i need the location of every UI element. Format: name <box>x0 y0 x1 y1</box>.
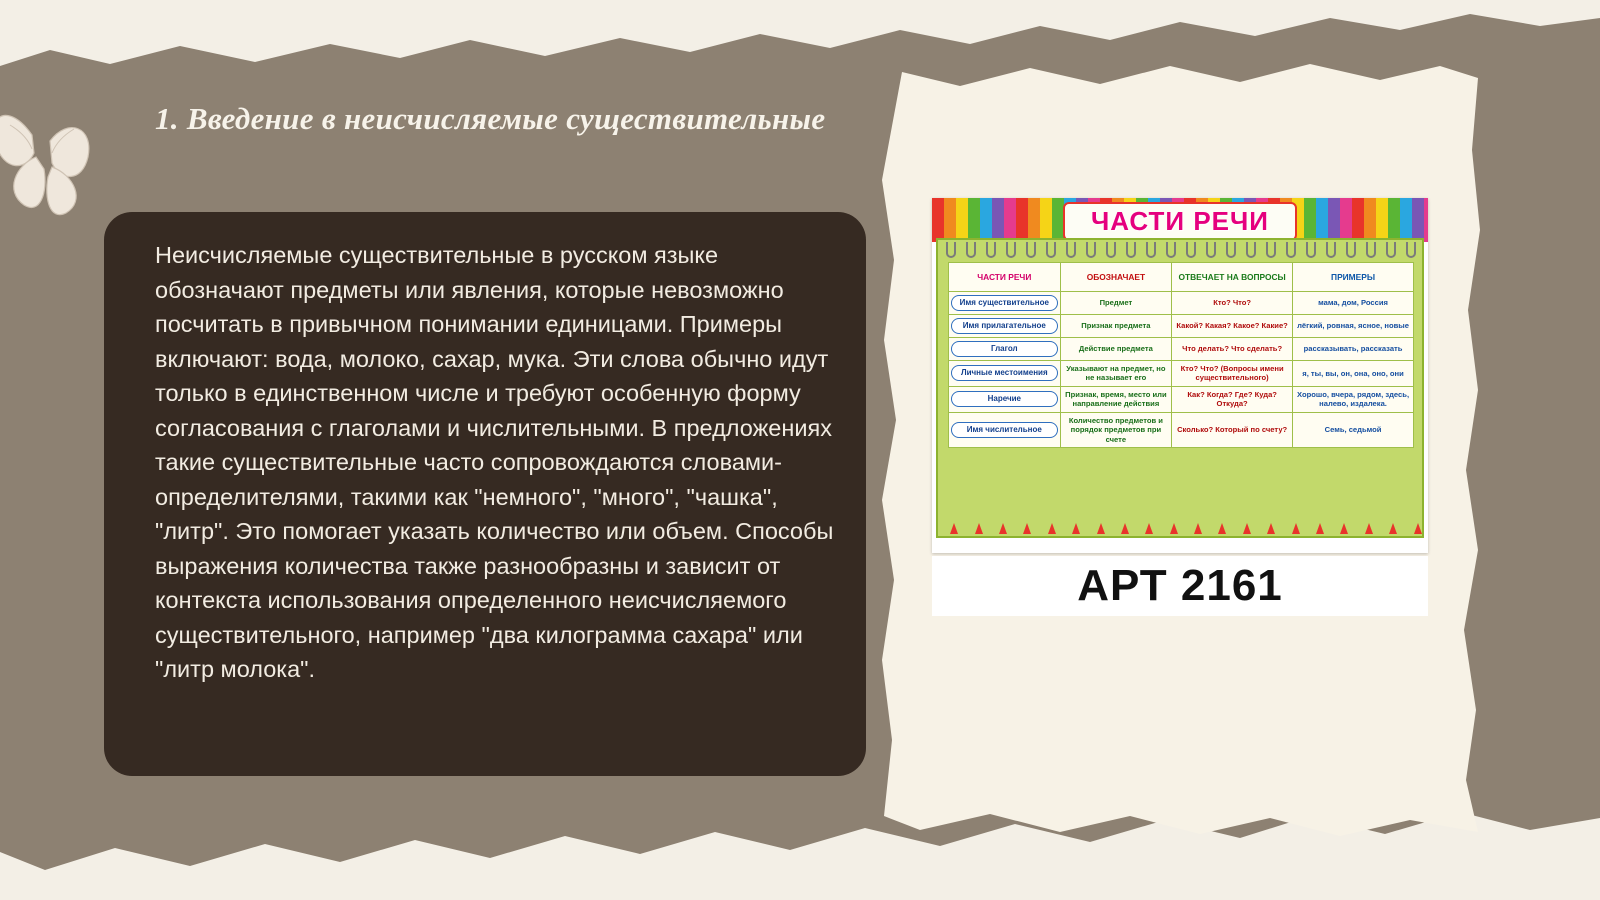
spiral-binding-icon <box>946 242 1416 260</box>
body-paragraph: Неисчисляемые существительные в русском языке обозначают предметы или явления, которые невозможно посчитать в привычном понимании единицами. Примеры включают: вода, молоко, сахар, мука. Эти слова обычно идут только в единственном числе и требуют особенную форму согласования с глаголами и числительными. В предложениях такие существительные часто сопровождаются словами-определителями, такими как "немного", "много", "чашка", "литр". Это помогает указать количество или объем. Способы выражения количества также разнообразны и зависит от контекста использования определенного неисчисляемого существительного, например "два килограмма сахара" или "литр молока". <box>155 242 840 683</box>
cell-examples: лёгкий, ровная, ясное, новые <box>1293 315 1414 338</box>
table-row <box>949 292 1414 315</box>
cell-examples: Семь, седьмой <box>1293 412 1414 447</box>
cell-meaning: Признак, время, место или направление действия <box>1060 386 1172 412</box>
poster-body <box>936 238 1424 538</box>
cell-part-of-speech <box>949 292 1061 315</box>
poster-title: ЧАСТИ РЕЧИ <box>1063 202 1297 241</box>
cell-part-of-speech <box>949 315 1061 338</box>
cell-questions: Какой? Какая? Какое? Какие? <box>1172 315 1293 338</box>
part-of-speech-pill: Глагол <box>951 341 1058 357</box>
pencil-tips-decoration <box>942 520 1430 534</box>
cell-questions: Что делать? Что сделать? <box>1172 338 1293 361</box>
table-row <box>949 361 1414 387</box>
cell-part-of-speech <box>949 412 1061 447</box>
poster-title-wrap <box>932 202 1428 241</box>
cell-meaning: Предмет <box>1060 292 1172 315</box>
cell-meaning: Действие предмета <box>1060 338 1172 361</box>
cell-meaning: Количество предметов и порядок предметов при счете <box>1060 412 1172 447</box>
table-header-row <box>949 263 1414 292</box>
part-of-speech-pill: Имя существительное <box>951 295 1058 311</box>
cell-questions: Кто? Что? <box>1172 292 1293 315</box>
article-code: АРТ 2161 <box>932 556 1428 616</box>
page-title: 1. Введение в неисчисляемые существительные <box>155 101 826 136</box>
cell-part-of-speech <box>949 386 1061 412</box>
table-row <box>949 315 1414 338</box>
column-header-questions: ОТВЕЧАЕТ НА ВОПРОСЫ <box>1172 263 1293 292</box>
column-header-examples: ПРИМЕРЫ <box>1293 263 1414 292</box>
torn-paper-top-edge <box>0 0 1600 70</box>
table-row <box>949 386 1414 412</box>
column-header-parts: ЧАСТИ РЕЧИ <box>949 263 1061 292</box>
cell-questions: Как? Когда? Где? Куда? Откуда? <box>1172 386 1293 412</box>
cell-examples: Хорошо, вчера, рядом, здесь, налево, издалека. <box>1293 386 1414 412</box>
parts-of-speech-table <box>948 262 1414 448</box>
cell-examples: рассказывать, рассказать <box>1293 338 1414 361</box>
cell-meaning: Признак предмета <box>1060 315 1172 338</box>
cell-questions: Сколько? Который по счету? <box>1172 412 1293 447</box>
cell-meaning: Указывают на предмет, но не называет его <box>1060 361 1172 387</box>
parts-of-speech-poster <box>932 198 1428 553</box>
butterfly-decoration <box>0 95 110 245</box>
cell-part-of-speech <box>949 361 1061 387</box>
table-row <box>949 338 1414 361</box>
part-of-speech-pill: Имя прилагательное <box>951 318 1058 334</box>
cell-part-of-speech <box>949 338 1061 361</box>
column-header-means: ОБОЗНАЧАЕТ <box>1060 263 1172 292</box>
cell-examples: я, ты, вы, он, она, оно, они <box>1293 361 1414 387</box>
part-of-speech-pill: Личные местоимения <box>951 365 1058 381</box>
cell-questions: Кто? Что? (Вопросы имени существительного) <box>1172 361 1293 387</box>
part-of-speech-pill: Наречие <box>951 391 1058 407</box>
table-row <box>949 412 1414 447</box>
part-of-speech-pill: Имя числительное <box>951 422 1058 438</box>
cell-examples: мама, дом, Россия <box>1293 292 1414 315</box>
